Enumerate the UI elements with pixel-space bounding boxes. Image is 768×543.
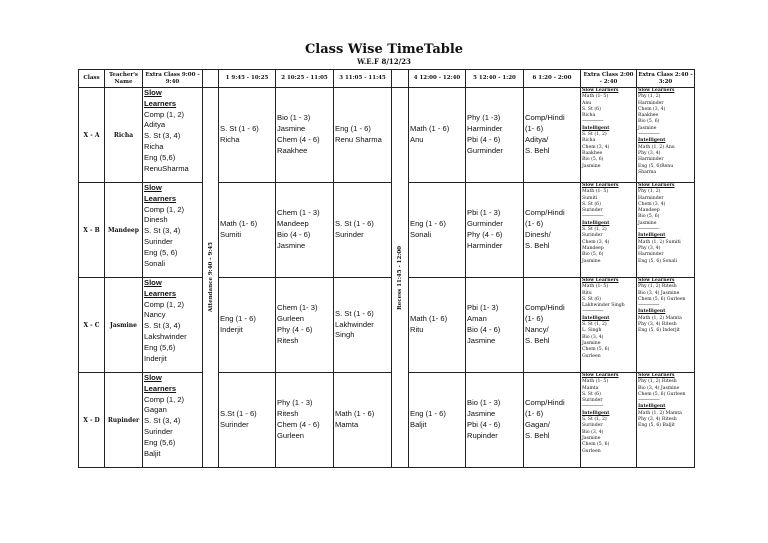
cell-line: Bio (3, 4) Jasmine — [638, 385, 680, 391]
cell-line: Jasmine — [277, 240, 306, 250]
cell-line: Eng (5, 6) Baljit — [638, 423, 675, 429]
cell-line: Math (1- 5) — [582, 189, 609, 195]
cell-line: Mandeep — [277, 219, 309, 229]
table-row — [79, 183, 695, 278]
teacher-name: Rupinder — [105, 373, 143, 468]
cell-line: Gurleen — [277, 430, 305, 440]
extra-class-2-cell — [581, 88, 637, 183]
cell-line: Dinesh — [144, 215, 168, 225]
extra-class-2-cell — [581, 373, 637, 468]
header-teacher: Teacher's Name — [105, 70, 143, 88]
cell-line: S. Behl — [525, 335, 550, 345]
cell-line: Comp/Hindi — [525, 208, 565, 218]
cell-line: Richa — [582, 138, 596, 144]
cell-line: Slow — [144, 183, 162, 192]
cell-line: Sumiti — [582, 195, 598, 201]
cell-line: Slow Learners — [638, 278, 675, 283]
cell-line: Intelligent — [638, 404, 666, 410]
period-6-cell — [524, 88, 581, 183]
cell-line: Jasmine — [467, 335, 496, 345]
class-name: X - A — [79, 88, 105, 183]
cell-line: Eng (1 - 6) — [335, 124, 371, 134]
period-3-cell — [334, 278, 392, 373]
header-period-5: 5 12:40 - 1:20 — [466, 70, 524, 88]
cell-line: Math (1- 5) — [582, 379, 609, 385]
cell-line: Dinesh/ — [525, 230, 551, 239]
cell-line: Eng (1 - 6) — [410, 409, 446, 419]
cell-line: Bio (4 - 6) — [277, 230, 311, 239]
cell-line: Slow Learners — [638, 88, 675, 93]
cell-line: Phy (3, 4) — [638, 245, 661, 251]
period-4-cell — [409, 373, 466, 468]
cell-line: Phy (3, 4) Ritesh — [638, 417, 677, 423]
header-row — [79, 70, 695, 88]
cell-line: Bio (5, 6) — [638, 119, 660, 125]
cell-line: Learners — [144, 193, 177, 203]
cell-line: Chem (4 - 6) — [277, 420, 320, 429]
cell-line: Surinder — [144, 426, 173, 436]
cell-line: Chem (5, 6) Gurleen — [638, 391, 686, 397]
cell-line: Surinder — [582, 423, 603, 429]
cell-line: Slow Learners — [638, 183, 675, 188]
cell-line: Mandeep — [638, 208, 660, 214]
cell-line: Raakhee — [638, 113, 659, 119]
cell-line: Phy (4 - 6) — [277, 325, 313, 334]
header-period-2: 2 10:25 - 11:05 — [276, 70, 334, 88]
cell-line: S. St (1 - 6) — [220, 124, 259, 134]
extra-class-3-cell — [637, 373, 695, 468]
cell-line: Bio (5, 6) — [582, 252, 604, 258]
cell-line: Bio (5, 6) — [582, 157, 604, 163]
period-2-cell — [276, 183, 334, 278]
cell-line: Mamta — [335, 420, 359, 429]
period-1-cell — [219, 88, 276, 183]
period-5-cell — [466, 278, 524, 373]
cell-line: Math (1, 2) Anu — [638, 144, 675, 150]
cell-line: Jasmine — [582, 258, 601, 264]
cell-line: Comp/Hindi — [525, 398, 565, 408]
cell-line: Baljit — [144, 448, 161, 458]
cell-line: Math (1, 2) Mamta — [638, 315, 682, 321]
cell-line: Chem (1 - 3) — [277, 208, 320, 218]
cell-line: Lakhwinder — [335, 319, 374, 329]
cell-line: Chem (3, 4) — [582, 144, 610, 150]
cell-line: S. St (1, 2) — [582, 132, 607, 138]
cell-line: Bio (5, 6) — [638, 214, 660, 220]
cell-line: Eng (5, 6) Inderjit — [638, 328, 680, 334]
cell-line: Math (1- 5) — [582, 94, 609, 100]
cell-line: Lakshwinder — [144, 331, 187, 341]
period-5-cell — [466, 88, 524, 183]
cell-line: S. St (6) — [582, 201, 601, 207]
period-6-cell — [524, 183, 581, 278]
period-1-cell — [219, 278, 276, 373]
cell-line: Phy (1, 2) Ritesh — [638, 284, 677, 290]
table-row — [79, 88, 695, 183]
header-period-4: 4 12:00 - 12:40 — [409, 70, 466, 88]
cell-line: Baljit — [410, 420, 427, 429]
cell-line: Richa — [144, 141, 164, 151]
cell-line: Raakhee — [277, 145, 308, 155]
header-extra-class-2: Extra Class 2:00 - 2:40 — [581, 70, 637, 88]
extra-class-1-cell — [143, 373, 203, 468]
period-1-cell — [219, 373, 276, 468]
extra-class-2-cell — [581, 183, 637, 278]
cell-line: (1- 6) — [525, 314, 544, 324]
cell-line: Phy (4 - 6) — [467, 230, 503, 239]
cell-line: Inderjit — [144, 353, 167, 363]
cell-line: Slow Learners — [582, 183, 619, 188]
cell-line: Surinder — [582, 208, 603, 214]
cell-line: Aditya/ — [525, 135, 549, 144]
cell-line: Chem (4 - 6) — [277, 135, 320, 144]
cell-line: Comp (1, 2) — [144, 109, 185, 119]
cell-line: S. St (1 - 6) — [335, 308, 374, 318]
cell-line: S. St (6) — [582, 391, 601, 397]
period-4-cell — [409, 88, 466, 183]
extra-class-2-cell — [581, 278, 637, 373]
cell-line: Comp (1, 2) — [144, 204, 185, 214]
cell-line: Sumiti — [220, 230, 242, 239]
cell-line: Harminder — [638, 100, 664, 106]
cell-line: Gurleen — [582, 353, 601, 359]
cell-line: L. Singh — [582, 328, 602, 334]
attendance-label: Attendance 9:40 - 9:45 — [207, 242, 214, 313]
cell-line: Ritesh — [277, 335, 299, 345]
cell-line: Mamta — [582, 385, 599, 391]
cell-line: Chem (5, 6) Gurleen — [638, 296, 686, 302]
cell-line: Eng (5,6) — [144, 152, 176, 162]
cell-line: Bio (3, 4) — [582, 334, 604, 340]
cell-line: -------------------- — [582, 309, 604, 315]
period-2-cell — [276, 373, 334, 468]
extra-class-1-cell — [143, 278, 203, 373]
cell-line: Aman — [467, 314, 487, 324]
cell-line: Chem (3, 4) — [638, 201, 666, 207]
cell-line: Slow Learners — [582, 88, 619, 93]
extra-class-3-cell — [637, 88, 695, 183]
period-3-cell — [334, 88, 392, 183]
cell-line: Comp/Hindi — [525, 113, 565, 123]
cell-line: Intelligent — [582, 220, 610, 226]
cell-line: Bio (3, 4) — [582, 429, 604, 435]
cell-line: -------------------- — [638, 132, 660, 138]
cell-line: Gurleen — [277, 314, 305, 324]
cell-line: Comp (1, 2) — [144, 394, 185, 404]
cell-line: Math (1- 6) — [410, 314, 448, 324]
cell-line: Learners — [144, 288, 177, 298]
class-name: X - B — [79, 183, 105, 278]
cell-line: Sonali — [410, 230, 432, 239]
cell-line: Intelligent — [582, 410, 610, 416]
header-extra-class-3: Extra Class 2:40 - 3:20 — [637, 70, 695, 88]
cell-line: Ritu — [582, 290, 592, 296]
cell-line: Chem (5, 6) — [582, 442, 610, 448]
cell-line: Intelligent — [638, 138, 666, 144]
extra-class-1-cell — [143, 183, 203, 278]
cell-line: S. St (3, 4) — [144, 321, 181, 331]
cell-line: S. St (1 - 6) — [335, 219, 374, 229]
cell-line: -------------------- — [582, 214, 604, 220]
cell-line: -------------------- — [638, 227, 660, 233]
cell-line: Renu Sharma — [335, 135, 382, 144]
cell-line: Phy (1 -3) — [467, 113, 501, 123]
cell-line: Anu — [582, 100, 592, 106]
cell-line: Inderjit — [220, 325, 243, 334]
period-4-cell — [409, 278, 466, 373]
cell-line: Surinder — [582, 398, 603, 404]
cell-line: Bio (3, 4) Jasmine — [638, 290, 680, 296]
cell-line: Sharma — [638, 169, 657, 175]
cell-line: Raakhee — [582, 150, 603, 156]
cell-line: Bio (1 - 3) — [467, 398, 501, 408]
cell-line: S. St (6) — [582, 296, 601, 302]
cell-line: Math (1 - 6) — [335, 409, 375, 419]
cell-line: Richa — [220, 135, 240, 144]
period-5-cell — [466, 183, 524, 278]
cell-line: Jasmine — [582, 435, 601, 441]
cell-line: Surinder — [144, 236, 173, 246]
page-title: Class Wise TimeTable — [304, 42, 464, 57]
wef-date: W.E.F 8/12/23 — [357, 57, 411, 66]
recess-column — [392, 88, 409, 468]
cell-line: S. Behl — [525, 430, 550, 440]
header-recess-spacer — [392, 70, 409, 88]
cell-line: -------------------- — [638, 303, 660, 309]
cell-line: Nancy — [144, 310, 166, 320]
header-period-1: 1 9:45 - 10:25 — [219, 70, 276, 88]
cell-line: RenuSharma — [144, 163, 189, 173]
cell-line: Eng (5, 6) Sonali — [638, 258, 678, 264]
cell-line: Chem (3, 4) — [582, 239, 610, 245]
cell-line: Surinder — [582, 233, 603, 239]
cell-line: Mandeep — [582, 245, 604, 251]
cell-line: Anu — [410, 135, 424, 144]
extra-class-3-cell — [637, 183, 695, 278]
class-name: X - C — [79, 278, 105, 373]
header-period-6: 6 1:20 - 2:00 — [524, 70, 581, 88]
cell-line: Rupinder — [467, 430, 498, 440]
cell-line: Intelligent — [638, 309, 666, 315]
cell-line: Pbi (1 - 3) — [467, 208, 501, 218]
period-4-cell — [409, 183, 466, 278]
cell-line: Harminder — [467, 240, 503, 250]
teacher-name: Jasmine — [105, 278, 143, 373]
table-row — [79, 278, 695, 373]
cell-line: Sonali — [144, 258, 166, 268]
cell-line: Eng (1 - 6) — [220, 314, 256, 324]
cell-line: Slow — [144, 373, 162, 382]
cell-line: Harminder — [638, 157, 664, 163]
cell-line: (1- 6) — [525, 124, 544, 134]
header-attendance-spacer — [203, 70, 219, 88]
cell-line: Jasmine — [277, 124, 306, 134]
cell-line: Gagan/ — [525, 420, 550, 429]
cell-line: Eng (5,6) — [144, 437, 176, 447]
cell-line: Phy (1, 2) Ritesh — [638, 379, 677, 385]
cell-line: Math (1, 2) Mamta — [638, 410, 682, 416]
cell-line: -------------------- — [582, 119, 604, 125]
cell-line: S.St (1 - 6) — [220, 409, 257, 419]
cell-line: Bio (4 - 6) — [467, 325, 501, 334]
cell-line: Slow — [144, 278, 162, 287]
cell-line: Ritu — [410, 325, 424, 334]
cell-line: Math (1- 5) — [582, 284, 609, 290]
cell-line: Singh — [335, 330, 355, 340]
cell-line: Learners — [144, 383, 177, 393]
cell-line: Jasmine — [467, 409, 496, 419]
period-1-cell — [219, 183, 276, 278]
cell-line: Gurminder — [467, 145, 503, 155]
class-name: X - D — [79, 373, 105, 468]
period-3-cell — [334, 183, 392, 278]
header-period-3: 3 11:05 - 11:45 — [334, 70, 392, 88]
cell-line: Learners — [144, 98, 177, 108]
period-3-cell — [334, 373, 392, 468]
cell-line: Harminder — [638, 195, 664, 201]
cell-line: Intelligent — [582, 315, 610, 321]
period-5-cell — [466, 373, 524, 468]
cell-line: Jasmine — [582, 340, 601, 346]
attendance-column — [203, 88, 219, 468]
cell-line: Gagan — [144, 405, 167, 415]
cell-line: Jasmine — [638, 125, 657, 131]
cell-line: S. Behl — [525, 145, 550, 155]
cell-line: S. St (3, 4) — [144, 131, 181, 141]
timetable — [78, 69, 695, 468]
table-row — [79, 373, 695, 468]
cell-line: Pbi (4 - 6) — [467, 420, 501, 429]
cell-line: Richa — [582, 113, 596, 119]
cell-line: Phy (1 - 3) — [277, 398, 313, 408]
cell-line: Pbi (4 - 6) — [467, 135, 501, 144]
cell-line: Intelligent — [638, 233, 666, 239]
cell-line: Gurleen — [582, 448, 601, 454]
extra-class-3-cell — [637, 278, 695, 373]
cell-line: Aditya — [144, 120, 166, 130]
cell-line: Eng (5, 6) — [144, 247, 178, 257]
cell-line: S. St (1, 2) — [582, 417, 607, 423]
header-extra-class-1: Extra Class 9:00 - 9:40 — [143, 70, 203, 88]
teacher-name: Mandeep — [105, 183, 143, 278]
cell-line: Slow Learners — [638, 373, 675, 378]
period-2-cell — [276, 278, 334, 373]
cell-line: S. St (6) — [582, 106, 601, 112]
cell-line: Slow Learners — [582, 278, 619, 283]
cell-line: S. St (1, 2) — [582, 227, 607, 233]
cell-line: (1- 6) — [525, 409, 544, 419]
cell-line: -------------------- — [638, 398, 660, 404]
header-class: Class — [79, 70, 105, 88]
cell-line: Math (1- 6) — [220, 219, 258, 229]
cell-line: S. St (3, 4) — [144, 226, 181, 236]
cell-line: Eng (5,6) — [144, 342, 176, 352]
cell-line: S. Behl — [525, 240, 550, 250]
cell-line: Pbi (1- 3) — [467, 303, 499, 313]
cell-line: Ritesh — [277, 409, 299, 419]
cell-line: Intelligent — [582, 125, 610, 131]
teacher-name: Richa — [105, 88, 143, 183]
cell-line: Harminder — [467, 124, 503, 134]
cell-line: Phy (3, 4) — [638, 150, 661, 156]
period-6-cell — [524, 278, 581, 373]
cell-line: Harminder — [638, 252, 664, 258]
period-6-cell — [524, 373, 581, 468]
cell-line: Chem (1- 3) — [277, 303, 318, 313]
cell-line: Comp/Hindi — [525, 303, 565, 313]
cell-line: Nancy/ — [525, 325, 549, 334]
cell-line: Gurminder — [467, 219, 503, 229]
cell-line: -------------------- — [582, 404, 604, 410]
extra-class-1-cell — [143, 88, 203, 183]
cell-line: S. St (1, 2) — [582, 322, 607, 328]
cell-line: S. St (3, 4) — [144, 416, 181, 426]
cell-line: Surinder — [220, 420, 249, 429]
cell-line: Comp (1, 2) — [144, 299, 185, 309]
period-2-cell — [276, 88, 334, 183]
cell-line: Math (1 - 6) — [410, 124, 450, 134]
cell-line: Slow Learners — [582, 373, 619, 378]
cell-line: Phy (1, 2) — [638, 94, 661, 100]
cell-line: Jasmine — [582, 163, 601, 169]
cell-line: Jasmine — [638, 220, 657, 226]
cell-line: Eng (5, 6)Renu — [638, 163, 674, 169]
recess-label: Recess 11:45 - 12:00 — [397, 245, 403, 310]
cell-line: Surinder — [335, 230, 364, 239]
cell-line: Chem (3, 4) — [638, 106, 666, 112]
cell-line: (1- 6) — [525, 219, 544, 229]
cell-line: Lakhwinder Singh — [582, 303, 625, 309]
cell-line: Eng (1 - 6) — [410, 219, 446, 229]
cell-line: Phy (1, 2) — [638, 189, 661, 195]
cell-line: Math (1, 2) Sumiti — [638, 239, 681, 245]
cell-line: Phy (3, 4) Ritesh — [638, 322, 677, 328]
cell-line: Slow — [144, 88, 162, 97]
cell-line: Bio (1 - 3) — [277, 113, 311, 123]
cell-line: Chem (5, 6) — [582, 347, 610, 353]
